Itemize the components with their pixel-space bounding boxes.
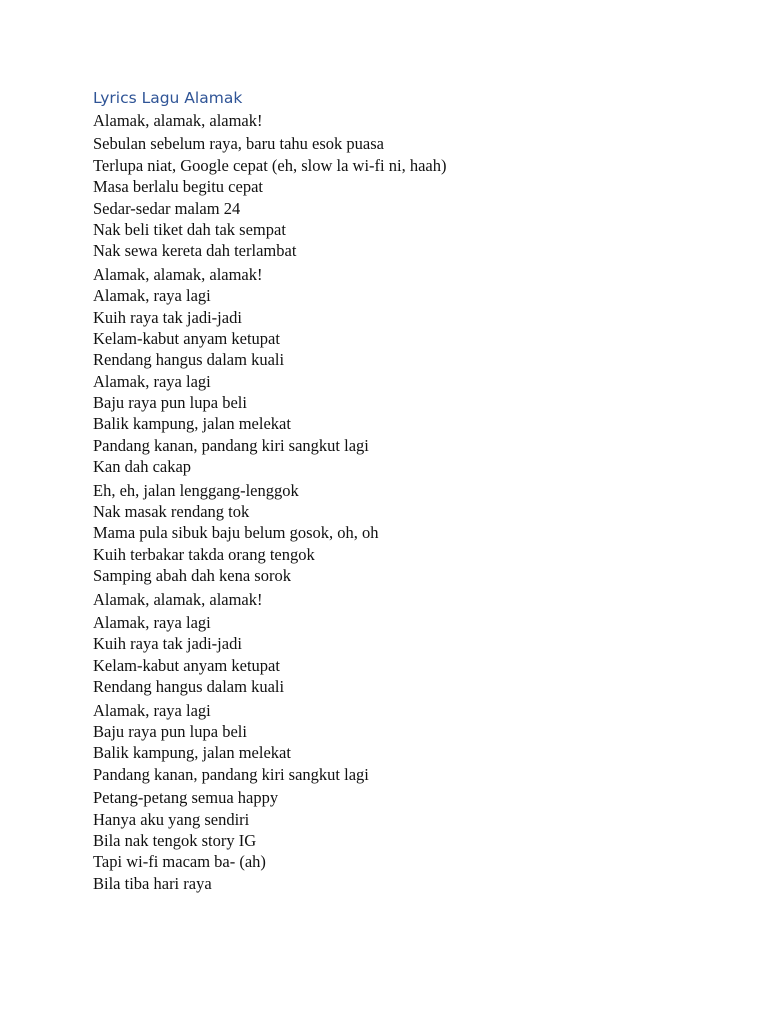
lyric-line: Kelam-kabut anyam ketupat [93,328,280,348]
stanza-5 [93,589,733,610]
lyric-line: Rendang hangus dalam kuali [93,677,285,697]
document-content [93,86,733,894]
lyric-line: Nak masak rendang tok [93,502,250,522]
lyric-line: Bila nak tengok story IG [93,830,257,850]
lyric-line: Samping abah dah kena sorok [93,566,291,586]
lyric-line: Alamak, raya lagi [93,612,211,632]
lyric-line: Mama pula sibuk baju belum gosok, oh, oh [93,523,379,543]
lyric-line: Alamak, alamak, alamak! [93,111,263,130]
lyric-line: Bila tiba hari raya [93,873,212,893]
lyric-line: Petang-petang semua happy [93,788,279,808]
lyric-line: Kuih terbakar takda orang tengok [93,544,315,564]
lyric-line: Nak beli tiket dah tak sempat [93,219,286,239]
lyric-line: Kelam-kabut anyam ketupat [93,655,280,675]
lyric-line: Baju raya pun lupa beli [93,721,247,741]
lyric-line: Alamak, alamak, alamak! [93,264,263,284]
lyric-line: Alamak, alamak, alamak! [93,589,263,609]
lyric-line: Tapi wi-fi macam ba- (ah) [93,852,266,872]
document-title: Lyrics Lagu Alamak [93,89,243,107]
stanza-4 [93,480,733,587]
lyric-line: Nak sewa kereta dah terlambat [93,241,297,261]
lyric-line: Kan dah cakap [93,457,192,477]
stanza-3 [93,264,733,478]
stanza-8 [93,787,733,894]
lyric-line: Baju raya pun lupa beli [93,393,247,413]
lyric-line: Alamak, raya lagi [93,700,211,720]
lyric-line: Masa berlalu begitu cepat [93,177,263,197]
stanza-7 [93,700,733,786]
lyric-line: Kuih raya tak jadi-jadi [93,307,242,327]
lyric-line: Alamak, raya lagi [93,286,211,306]
lyric-line: Hanya aku yang sendiri [93,809,250,829]
lyric-line: Alamak, raya lagi [93,371,211,391]
lyric-line: Pandang kanan, pandang kiri sangkut lagi [93,435,369,455]
lyric-line: Sebulan sebelum raya, baru tahu esok puasa [93,134,384,154]
lyric-line: Balik kampung, jalan melekat [93,743,291,763]
lyric-line: Pandang kanan, pandang kiri sangkut lagi [93,764,369,784]
lyric-line: Terlupa niat, Google cepat (eh, slow la wi-fi ni, haah) [93,155,447,175]
lyric-line: Rendang hangus dalam kuali [93,350,285,370]
lyric-line: Sedar-sedar malam 24 [93,198,241,218]
lyric-line: Balik kampung, jalan melekat [93,414,291,434]
lyric-line: Kuih raya tak jadi-jadi [93,634,242,654]
stanza-1 [93,110,733,131]
lyric-line: Eh, eh, jalan lenggang-lenggok [93,480,299,500]
stanza-2 [93,133,733,261]
stanza-6 [93,612,733,698]
